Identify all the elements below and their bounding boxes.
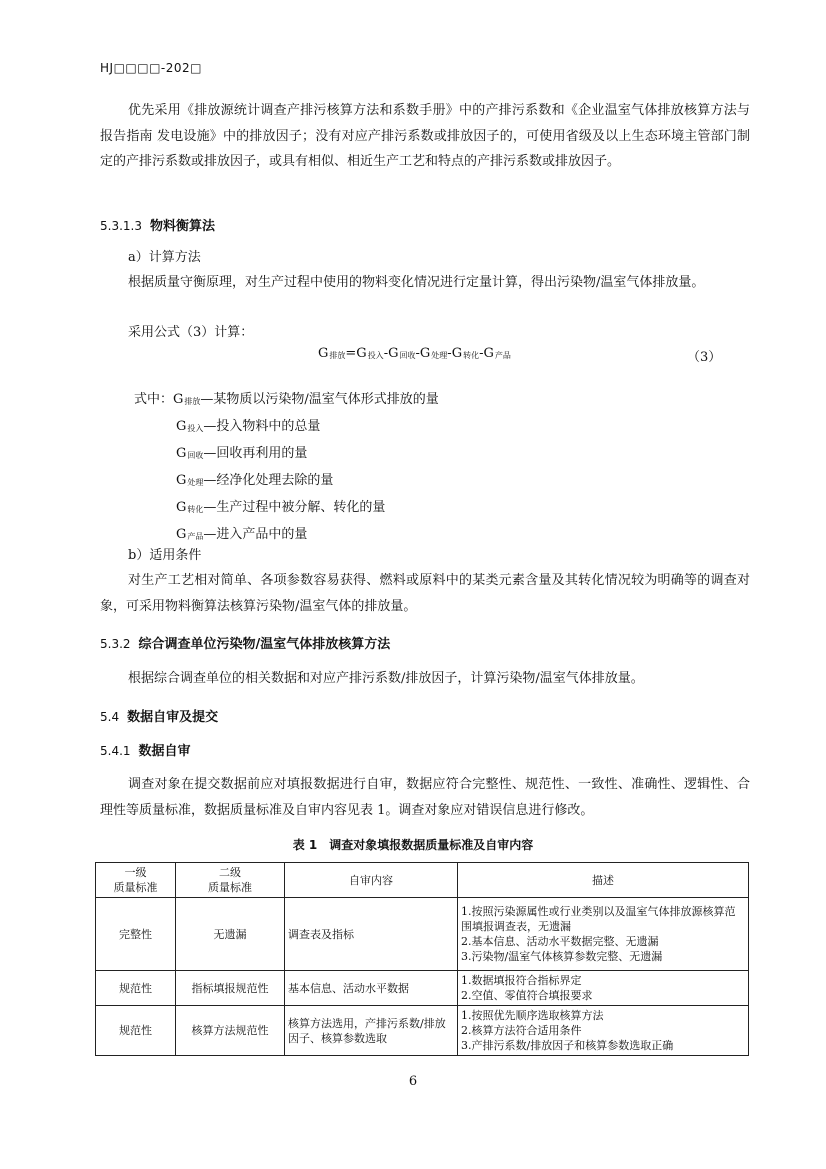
cell-level2: 核算方法规范性: [176, 1006, 285, 1056]
section-title: 综合调查单位污染物/温室气体排放核算方法: [138, 637, 391, 652]
formula-term-1: G投入-: [356, 346, 389, 361]
definition-item: 式中：G排放—某物质以污染物/温室气体形式排放的量: [134, 392, 439, 407]
definition-item: G转化—生产过程中被分解、转化的量: [176, 500, 386, 515]
formula-equation: [318, 346, 511, 361]
header-desc: 描述: [458, 863, 749, 898]
table-header-row: [96, 863, 749, 898]
definition-item: G处理—经净化处理去除的量: [176, 473, 334, 488]
section-5-3-2-heading: [100, 634, 390, 655]
cell-desc: 1.按照污染源属性或行业类别以及温室气体排放源核算范围填报调查表，无遗漏 2.基本信息、活动水平数据完整、无遗漏 3.污染物/温室气体核算参数完整、无遗漏: [458, 898, 749, 971]
cell-content: 基本信息、活动水平数据: [285, 971, 458, 1006]
definition-item: G投入—投入物料中的总量: [176, 419, 321, 434]
section-title: 物料衡算法: [149, 219, 215, 234]
cell-content: 核算方法选用，产排污系数/排放因子、核算参数选取: [285, 1006, 458, 1056]
formula-term-3: G处理-: [419, 346, 452, 361]
definition-item: G产品—进入产品中的量: [176, 527, 308, 542]
section-number: 5.3.1.3: [100, 219, 142, 233]
variable-definitions: [134, 387, 439, 549]
cell-level2: 无遗漏: [176, 898, 285, 971]
formula-intro: 采用公式（3）计算：: [128, 325, 254, 340]
table-row: [96, 898, 749, 971]
header-level1: 一级 质量标准: [96, 863, 176, 898]
section-number: 5.4.1: [100, 744, 131, 758]
cell-level1: 规范性: [96, 971, 176, 1006]
header-level2: 二级 质量标准: [176, 863, 285, 898]
formula-term-5: G产品: [483, 346, 511, 361]
header-content: 自审内容: [285, 863, 458, 898]
section-5-3-2-text: 根据综合调查单位的相关数据和对应产排污系数/排放因子，计算污染物/温室气体排放量。: [128, 671, 644, 686]
section-number: 5.4: [100, 710, 120, 724]
formula-term-2: G回收-: [388, 346, 420, 361]
cell-level1: 完整性: [96, 898, 176, 971]
cell-desc: 1.数据填报符合指标界定 2.空值、零值符合填报要求: [458, 971, 749, 1006]
section-5-3-1-3-heading: [100, 216, 215, 237]
table-row: [96, 1006, 749, 1056]
section-number: 5.3.2: [100, 637, 131, 651]
table-row: [96, 971, 749, 1006]
intro-paragraph: 优先采用《排放源统计调查产排污核算方法和系数手册》中的产排污系数和《企业温室气体排放核算方法与报告指南 发电设施》中的排放因子；没有对应产排污系数或排放因子的，可使用省级及以上生态环境主管部门制定的产排污系数或排放因子，或具有相似、相近生产工艺和特点的产排污系数或排放因子。: [100, 103, 750, 169]
section-title: 数据自审: [138, 744, 191, 759]
applicable-text: 对生产工艺相对简单、各项参数容易获得、燃料或原料中的某类元素含量及其转化情况较为明确等的调查对象，可采用物料衡算法核算污染物/温室气体的排放量。: [100, 573, 750, 614]
definition-item: G回收—回收再利用的量: [176, 446, 308, 461]
cell-level2: 指标填报规范性: [176, 971, 285, 1006]
section-5-4-heading: [100, 707, 218, 728]
document-header: HJ□□□□-202□: [100, 61, 202, 75]
page-number: 6: [408, 1074, 418, 1089]
formula-term-4: G转化-: [451, 346, 484, 361]
table-caption: 表 1 调查对象填报数据质量标准及自审内容: [292, 838, 534, 852]
section-title: 数据自审及提交: [127, 710, 219, 725]
cell-content: 调查表及指标: [285, 898, 458, 971]
section-5-4-1-text: 调查对象在提交数据前应对填报数据进行自审，数据应符合完整性、规范性、一致性、准确性、逻辑性、合理性等质量标准，数据质量标准及自审内容见表 1。调查对象应对错误信息进行修改。: [100, 777, 750, 818]
applicable-label: b）适用条件: [128, 548, 202, 563]
calc-method-text: 根据质量守衡原理，对生产过程中使用的物料变化情况进行定量计算，得出污染物/温室气体排放量。: [128, 275, 705, 290]
formula-term-0: G排放=: [318, 346, 357, 361]
cell-desc: 1.按照优先顺序选取核算方法 2.核算方法符合适用条件 3.产排污系数/排放因子和核算参数选取正确: [458, 1006, 749, 1056]
quality-standards-table: [95, 862, 749, 1056]
formula-number: （3）: [687, 350, 722, 365]
cell-level1: 规范性: [96, 1006, 176, 1056]
section-5-4-1-heading: [100, 741, 191, 762]
calc-method-label: a）计算方法: [128, 250, 201, 265]
